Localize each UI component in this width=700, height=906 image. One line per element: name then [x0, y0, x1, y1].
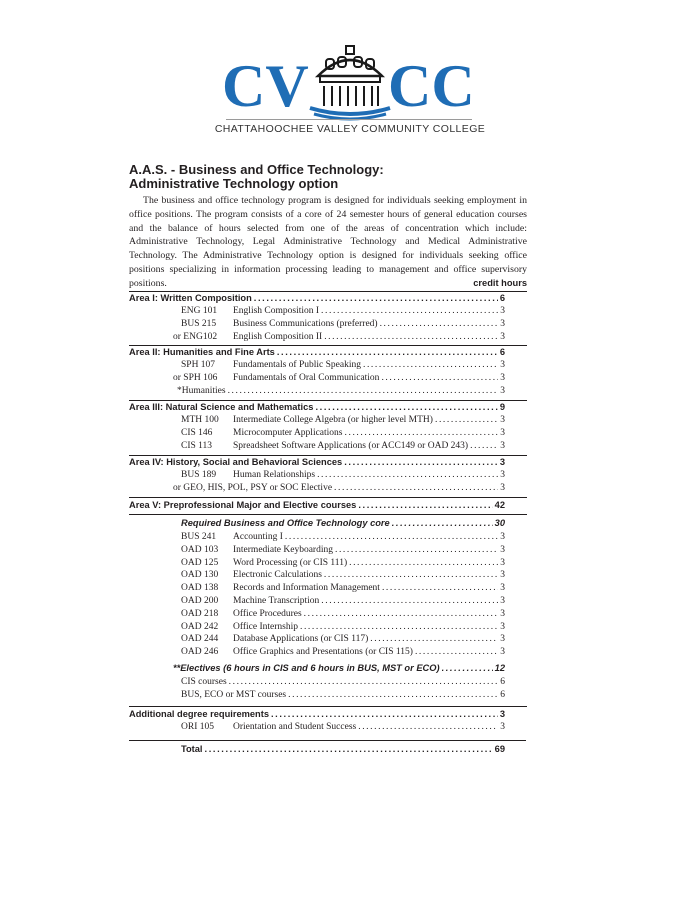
course-hours: 3 [500, 386, 505, 396]
course-row [129, 386, 505, 399]
course-row [129, 441, 505, 454]
course-title: Word Processing (or CIS 111) [233, 557, 348, 568]
college-name: CHATTAHOOCHEE VALLEY COMMUNITY COLLEGE [214, 123, 486, 135]
course-title: Fundamentals of Public Speaking [233, 360, 361, 370]
course-title: or GEO, HIS, POL, PSY or SOC Elective [173, 483, 333, 493]
course-title: English Composition II [233, 332, 323, 342]
core-label: Required Business and Office Technology core [181, 518, 390, 528]
area-4-heading [129, 457, 505, 470]
course-code: OAD 103 [181, 544, 219, 555]
course-row [129, 483, 505, 496]
course-title: *Humanities [177, 386, 226, 396]
electives-hours: 12 [494, 663, 505, 673]
course-row [129, 306, 505, 319]
wordmark-right: CC [388, 53, 475, 119]
course-title: Fundamentals of Oral Communication [233, 373, 380, 383]
core-course-row [129, 570, 505, 583]
course-title: Records and Information Management [233, 583, 380, 594]
course-row [129, 470, 505, 483]
core-course-row [129, 622, 505, 635]
section-divider [129, 455, 527, 456]
area-label: Area III: Natural Science and Mathematics [129, 402, 314, 412]
total-row [129, 744, 505, 757]
course-title: Office Procedures [233, 608, 302, 619]
course-title: Office Graphics and Presentations (or CIS 115) [233, 647, 413, 658]
building-emblem-icon [218, 36, 482, 122]
course-row [129, 360, 505, 373]
course-hours: 6 [500, 677, 505, 687]
core-course-row [129, 634, 505, 647]
core-course-row [129, 558, 505, 571]
header-divider [129, 291, 527, 292]
course-code: CIS 113 [181, 441, 213, 451]
course-row [129, 319, 505, 332]
area-hours: 9 [499, 402, 505, 412]
course-row [129, 415, 505, 428]
course-row [129, 373, 505, 386]
course-title: CIS courses [181, 677, 227, 687]
course-title: Accounting I [233, 532, 283, 542]
course-code: or SPH 106 [173, 373, 218, 383]
section-divider [129, 514, 527, 515]
area-label: Area V: Preprofessional Major and Elective courses [129, 500, 357, 510]
core-course-row [129, 609, 505, 622]
course-title: Business Communications (preferred) [233, 319, 378, 329]
core-course-row [129, 647, 505, 660]
core-course-row [129, 532, 505, 545]
title-line-1: A.A.S. - Business and Office Technology: [129, 162, 384, 177]
course-hours: 3 [500, 570, 505, 581]
area-label: Additional degree requirements [129, 709, 269, 719]
course-hours: 6 [500, 690, 505, 700]
core-course-row [129, 596, 505, 609]
elective-row [129, 690, 505, 703]
course-hours: 3 [500, 319, 505, 329]
program-title [129, 163, 384, 191]
electives-heading [129, 663, 505, 676]
course-title: Database Applications (or CIS 117) [233, 634, 369, 645]
course-code: OAD 244 [181, 634, 219, 645]
course-code: OAD 242 [181, 621, 219, 632]
course-code: BUS 215 [181, 319, 217, 329]
section-divider [129, 345, 527, 346]
course-title: Microcomputer Applications [233, 428, 343, 438]
area-label: Area I: Written Composition [129, 293, 252, 303]
course-row [129, 428, 505, 441]
course-hours: 3 [500, 483, 505, 493]
course-row [129, 722, 505, 735]
course-title: Electronic Calculations [233, 570, 322, 581]
course-hours: 3 [500, 583, 505, 594]
course-code: MTH 100 [181, 415, 219, 425]
course-hours: 3 [500, 544, 505, 555]
course-hours: 3 [500, 647, 505, 658]
section-divider [129, 706, 527, 707]
course-hours: 3 [500, 722, 505, 732]
area-hours: 3 [499, 457, 505, 467]
course-code: or ENG102 [173, 332, 218, 342]
course-title: English Composition I [233, 306, 320, 316]
course-title: Human Relationships [233, 470, 316, 480]
total-hours: 69 [494, 744, 505, 754]
area-3-heading [129, 402, 505, 415]
area-5-heading [129, 500, 505, 513]
course-code: ORI 105 [181, 722, 214, 732]
course-code: OAD 218 [181, 608, 219, 619]
course-hours: 3 [500, 441, 505, 451]
logo-divider [226, 119, 472, 120]
section-divider [129, 740, 474, 741]
area-label: Area II: Humanities and Fine Arts [129, 347, 275, 357]
course-title: Intermediate College Algebra (or higher level MTH) [233, 415, 433, 425]
course-hours: 3 [500, 557, 505, 568]
college-logo [0, 30, 700, 140]
course-title: Spreadsheet Software Applications (or ACC149 or OAD 243) [233, 441, 469, 451]
area-label: Area IV: History, Social and Behavioral Sciences [129, 457, 343, 467]
course-code: CIS 146 [181, 428, 213, 438]
course-code: ENG 101 [181, 306, 218, 316]
course-title: Intermediate Keyboarding [233, 544, 333, 555]
course-code: OAD 246 [181, 647, 219, 658]
course-title: Office Internship [233, 621, 298, 632]
core-hours: 30 [494, 518, 505, 528]
electives-label: **Electives (6 hours in CIS and 6 hours in BUS, MST or ECO) [173, 663, 440, 673]
area-2-heading [129, 347, 505, 360]
wordmark-left: CV [222, 53, 309, 119]
core-course-row [129, 583, 505, 596]
course-hours: 3 [500, 332, 505, 342]
course-hours: 3 [500, 634, 505, 645]
area-hours: 3 [499, 709, 505, 719]
course-hours: 3 [500, 428, 505, 438]
course-row [129, 332, 505, 345]
area-1-heading [129, 293, 505, 306]
core-heading [129, 518, 505, 531]
area-hours: 6 [499, 293, 505, 303]
area-hours: 42 [494, 500, 505, 510]
total-rule [474, 740, 526, 741]
section-divider [129, 400, 527, 401]
course-hours: 3 [500, 470, 505, 480]
course-code: OAD 200 [181, 596, 219, 606]
course-title: BUS, ECO or MST courses [181, 690, 287, 700]
course-hours: 3 [500, 621, 505, 632]
course-code: BUS 189 [181, 470, 217, 480]
course-hours: 3 [500, 608, 505, 619]
course-hours: 3 [500, 415, 505, 425]
course-code: OAD 138 [181, 583, 219, 594]
course-code: OAD 125 [181, 557, 219, 568]
elective-row [129, 677, 505, 690]
course-hours: 3 [500, 532, 505, 542]
course-hours: 3 [500, 360, 505, 370]
course-code: SPH 107 [181, 360, 216, 370]
course-hours: 3 [500, 596, 505, 606]
course-title: Machine Transcription [233, 596, 320, 606]
course-hours: 3 [500, 306, 505, 316]
course-title: Orientation and Student Success [233, 722, 357, 732]
area-hours: 6 [499, 347, 505, 357]
section-divider [129, 497, 527, 498]
course-code: BUS 241 [181, 532, 217, 542]
core-course-row [129, 545, 505, 558]
program-description: The business and office technology program is designed for individuals seeking employment in office positions. The program consists of a core of 24 semester hours of general education courses and the balance of hours selected from one of the areas of concentration which include: Administrative Technology, Legal Administrative Technology and Medical Administrative Technology. The Administrative Technology option is designed for individuals seeking office positions specializing in information processing leading to management and office supervisory positions. [129, 195, 527, 289]
course-hours: 3 [500, 373, 505, 383]
title-line-2: Administrative Technology option [129, 176, 339, 191]
total-label: Total [181, 744, 203, 754]
course-code: OAD 130 [181, 570, 219, 581]
credit-hours-header: credit hours [473, 278, 527, 288]
additional-heading [129, 709, 505, 722]
